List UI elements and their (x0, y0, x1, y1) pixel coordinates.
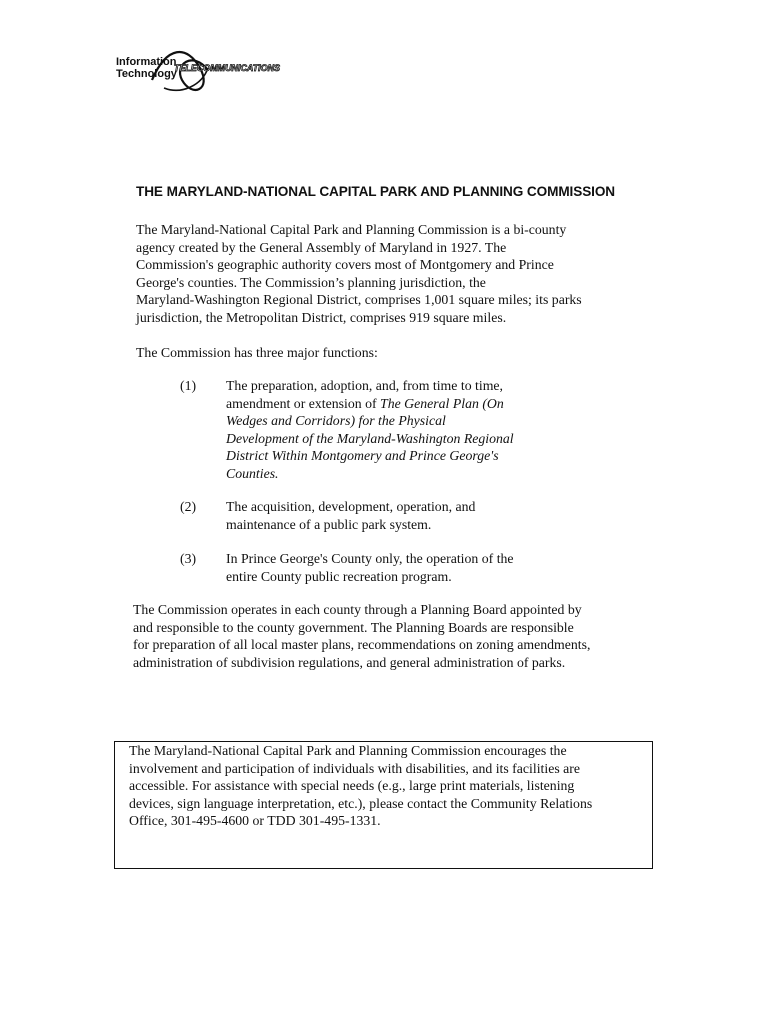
function-number: (1) (180, 378, 197, 393)
accessibility-notice (129, 742, 592, 830)
function-line: The acquisition, development, operation, and (226, 499, 476, 514)
plan-title-line: Wedges and Corridors) for the Physical (226, 413, 446, 428)
plan-title-line: District Within Montgomery and Prince George's (226, 448, 499, 463)
function-line: In Prince George's County only, the operation of the (226, 551, 514, 566)
logo-line2: Technology (116, 68, 177, 80)
logo-line1: Information (116, 56, 177, 68)
operations-paragraph (133, 601, 590, 671)
function-line: maintenance of a public park system. (226, 516, 432, 532)
notice-line: The Maryland-National Capital Park and Planning Commission encourages the (129, 743, 567, 758)
intro-line: jurisdiction, the Metropolitan District, comprises 919 square miles. (136, 309, 507, 325)
plan-title-line: Counties. (226, 465, 279, 481)
operations-line: and responsible to the county government. The Planning Boards are responsible (133, 619, 574, 635)
intro-line: Commission's geographic authority covers most of Montgomery and Prince (136, 257, 554, 272)
intro-paragraph (136, 221, 582, 326)
plan-title-line: Development of the Maryland-Washington Regional (226, 430, 514, 446)
functions-intro: The Commission has three major functions: (136, 345, 378, 360)
notice-line: involvement and participation of individuals with disabilities, and its facilities are (129, 760, 580, 776)
function-line: amendment or extension of The General Plan (On (226, 395, 504, 411)
logo-tagline: TELECOMMUNICATIONS (174, 63, 280, 73)
accessibility-notice-box (114, 741, 653, 869)
function-line: entire County public recreation program. (226, 568, 452, 584)
intro-line: agency created by the General Assembly of Maryland in 1927. The (136, 239, 507, 255)
intro-line: The Maryland-National Capital Park and Planning Commission is a bi-county (136, 222, 567, 237)
operations-line: The Commission operates in each county through a Planning Board appointed by (133, 602, 582, 617)
function-line: The preparation, adoption, and, from time to time, (226, 378, 504, 393)
it-telecommunications-logo (112, 40, 284, 98)
notice-line: devices, sign language interpretation, etc.), please contact the Community Relations (129, 795, 593, 811)
plan-title-start: The General Plan (On (380, 395, 504, 411)
intro-line: George's counties. The Commission’s planning jurisdiction, the (136, 274, 486, 290)
function-number: (3) (180, 551, 197, 566)
page-title: THE MARYLAND-NATIONAL CAPITAL PARK AND PLANNING COMMISSION (136, 184, 616, 199)
function-number: (2) (180, 499, 197, 514)
notice-line: Office, 301-495-4600 or TDD 301-495-1331. (129, 813, 381, 828)
intro-line: Maryland-Washington Regional District, comprises 1,001 square miles; its parks (136, 292, 582, 307)
operations-line: administration of subdivision regulations, and general administration of parks. (133, 654, 566, 670)
notice-line: accessible. For assistance with special needs (e.g., large print materials, listening (129, 778, 575, 793)
operations-line: for preparation of all local master plans, recommendations on zoning amendments, (133, 637, 591, 652)
